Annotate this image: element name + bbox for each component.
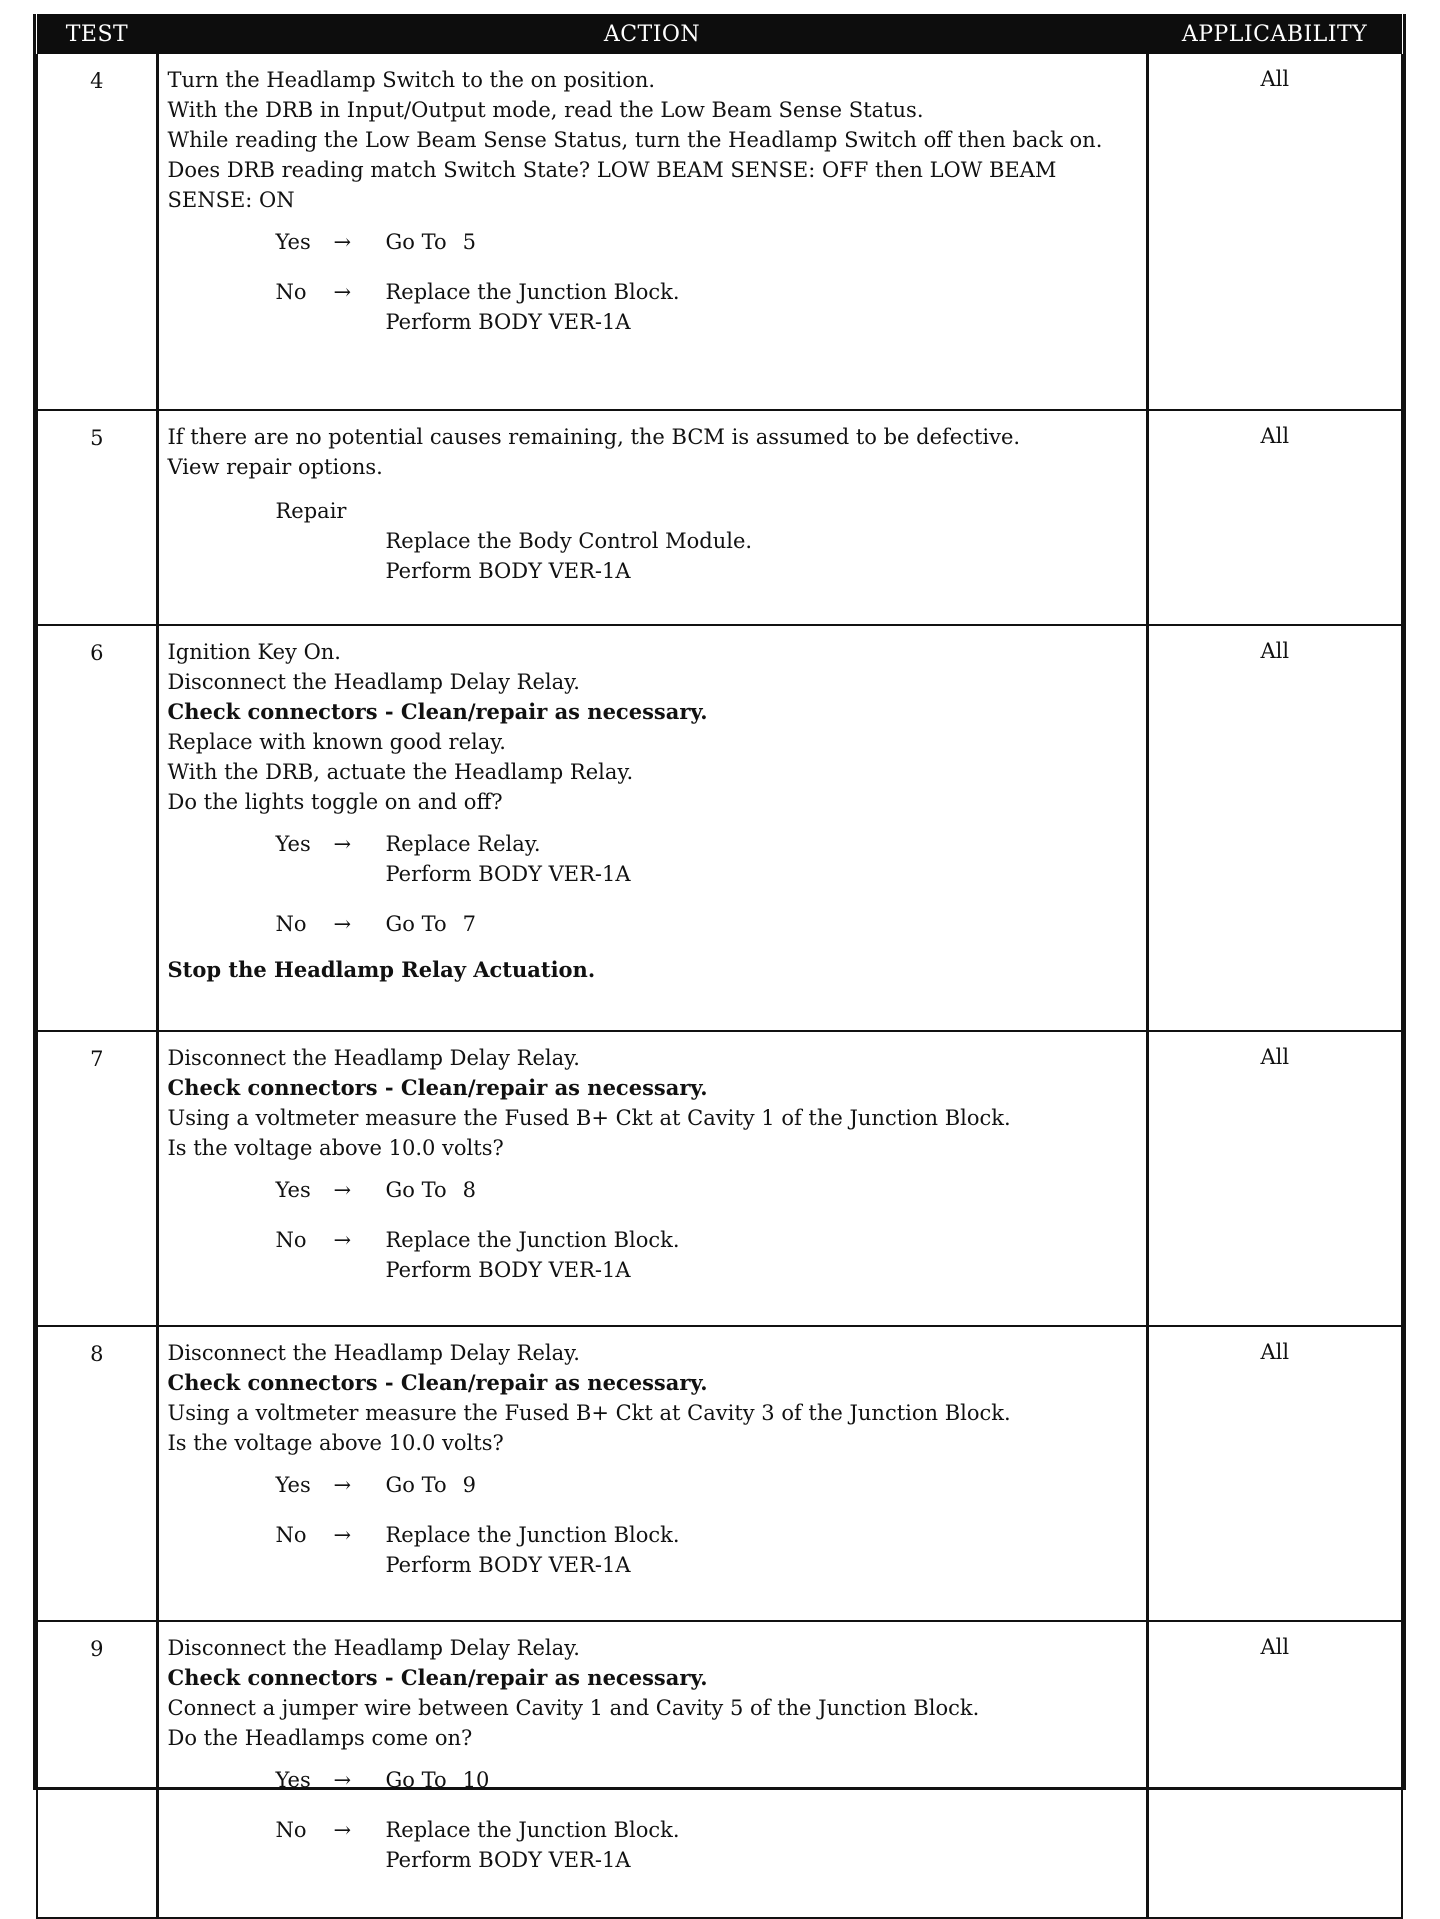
action-line: Do the lights toggle on and off? xyxy=(167,790,503,814)
goto-number: 10 xyxy=(462,1768,490,1792)
repair-block xyxy=(276,496,1140,586)
outcome-result xyxy=(386,909,1140,939)
arrow-icon: → xyxy=(333,832,352,856)
outcome-yes xyxy=(276,1470,1140,1500)
applicability-cell: All xyxy=(1147,1621,1402,1918)
goto-number: 7 xyxy=(462,912,476,936)
applicability-cell: All xyxy=(1147,1031,1402,1326)
outcome-yes xyxy=(276,1175,1140,1205)
outcomes xyxy=(168,1175,1140,1285)
action-line-emphasis: Check connectors - Clean/repair as necessary. xyxy=(167,1370,708,1395)
action-line-emphasis: Check connectors - Clean/repair as necessary. xyxy=(167,699,708,724)
table-row-test-5 xyxy=(37,410,1402,625)
header-applicability: APPLICABILITY xyxy=(1147,14,1402,54)
outcome-result xyxy=(386,1520,1140,1580)
action-line: Is the voltage above 10.0 volts? xyxy=(167,1136,504,1160)
arrow-icon: → xyxy=(333,1228,352,1252)
outcome-result xyxy=(386,829,1140,889)
answer-label: No xyxy=(275,912,307,936)
goto-label: Go To xyxy=(385,1178,447,1202)
answer-label: Yes xyxy=(275,1178,311,1202)
outcomes xyxy=(168,829,1140,939)
applicability-cell: All xyxy=(1147,54,1402,410)
repair-label: Repair xyxy=(275,499,347,523)
trailing-instruction: Stop the Headlamp Relay Actuation. xyxy=(167,957,596,982)
test-number: 5 xyxy=(37,410,157,625)
outcome-result xyxy=(386,1815,1140,1875)
outcome-result xyxy=(386,227,1140,257)
answer-label: Yes xyxy=(275,1768,311,1792)
action-line: Disconnect the Headlamp Delay Relay. xyxy=(167,670,580,694)
goto-label: Go To xyxy=(385,230,447,254)
action-line: Using a voltmeter measure the Fused B+ Ckt at Cavity 1 of the Junction Block. xyxy=(167,1106,1011,1130)
diagnostic-test-sheet xyxy=(33,14,1406,1872)
result-line: Replace the Junction Block. xyxy=(385,1228,680,1252)
table-row-test-9 xyxy=(37,1621,1402,1918)
outcome-result xyxy=(386,1765,1140,1795)
action-line-emphasis: Check connectors - Clean/repair as necessary. xyxy=(167,1075,708,1100)
arrow-icon: → xyxy=(333,1818,352,1842)
header-test: TEST xyxy=(37,14,157,54)
result-line: Perform BODY VER-1A xyxy=(385,1258,631,1282)
action-line: Is the voltage above 10.0 volts? xyxy=(167,1431,504,1455)
action-line: Connect a jumper wire between Cavity 1 and Cavity 5 of the Junction Block. xyxy=(167,1696,980,1720)
action-cell xyxy=(157,54,1147,410)
action-line: View repair options. xyxy=(167,455,383,479)
action-cell xyxy=(157,1326,1147,1621)
table-row-test-7 xyxy=(37,1031,1402,1326)
test-number: 7 xyxy=(37,1031,157,1326)
outcome-no xyxy=(276,1520,1140,1580)
action-line: Disconnect the Headlamp Delay Relay. xyxy=(167,1046,580,1070)
action-line: Ignition Key On. xyxy=(167,640,341,664)
result-line: Replace the Junction Block. xyxy=(385,280,680,304)
action-line: With the DRB, actuate the Headlamp Relay. xyxy=(167,760,634,784)
goto-label: Go To xyxy=(385,1768,447,1792)
goto-number: 8 xyxy=(462,1178,476,1202)
action-line-emphasis: Check connectors - Clean/repair as necessary. xyxy=(167,1665,708,1690)
result-line: Perform BODY VER-1A xyxy=(385,310,631,334)
action-cell xyxy=(157,625,1147,1031)
applicability-cell: All xyxy=(1147,625,1402,1031)
outcomes xyxy=(168,1765,1140,1875)
arrow-icon: → xyxy=(333,1178,352,1202)
answer-label: No xyxy=(275,280,307,304)
outcome-no xyxy=(276,909,1140,939)
outcome-no xyxy=(276,1225,1140,1285)
arrow-icon: → xyxy=(333,912,352,936)
action-line: Turn the Headlamp Switch to the on position. xyxy=(167,68,656,92)
answer-label: Yes xyxy=(275,832,311,856)
goto-label: Go To xyxy=(385,912,447,936)
table-row-test-6 xyxy=(37,625,1402,1031)
applicability-cell: All xyxy=(1147,1326,1402,1621)
header-action: ACTION xyxy=(157,14,1147,54)
outcome-result xyxy=(386,1175,1140,1205)
action-line: With the DRB in Input/Output mode, read the Low Beam Sense Status. xyxy=(167,98,924,122)
table-row-test-4 xyxy=(37,54,1402,410)
repair-step: Perform BODY VER-1A xyxy=(385,559,631,583)
action-line: Does DRB reading match Switch State? LOW BEAM SENSE: OFF then LOW BEAM SENSE: ON xyxy=(167,158,1057,212)
table-header-row xyxy=(37,14,1402,54)
action-line: Disconnect the Headlamp Delay Relay. xyxy=(167,1636,580,1660)
outcomes xyxy=(168,1470,1140,1580)
goto-label: Go To xyxy=(385,1473,447,1497)
answer-label: Yes xyxy=(275,1473,311,1497)
goto-number: 5 xyxy=(462,230,476,254)
result-line: Perform BODY VER-1A xyxy=(385,862,631,886)
arrow-icon: → xyxy=(333,1523,352,1547)
test-number: 8 xyxy=(37,1326,157,1621)
action-cell xyxy=(157,1031,1147,1326)
action-line: Disconnect the Headlamp Delay Relay. xyxy=(167,1341,580,1365)
arrow-icon: → xyxy=(333,1768,352,1792)
test-number: 6 xyxy=(37,625,157,1031)
arrow-icon: → xyxy=(333,1473,352,1497)
answer-label: Yes xyxy=(275,230,311,254)
repair-steps xyxy=(386,526,1140,586)
action-cell xyxy=(157,410,1147,625)
outcome-result xyxy=(386,277,1140,337)
result-line: Replace Relay. xyxy=(385,832,541,856)
result-line: Replace the Junction Block. xyxy=(385,1523,680,1547)
outcome-no xyxy=(276,1815,1140,1875)
outcome-no xyxy=(276,277,1140,337)
diagnostic-test-table xyxy=(36,14,1403,1919)
goto-number: 9 xyxy=(462,1473,476,1497)
action-line: Do the Headlamps come on? xyxy=(167,1726,473,1750)
answer-label: No xyxy=(275,1818,307,1842)
outcome-yes xyxy=(276,1765,1140,1795)
arrow-icon: → xyxy=(333,280,352,304)
answer-label: No xyxy=(275,1523,307,1547)
action-cell xyxy=(157,1621,1147,1918)
action-line: If there are no potential causes remaining, the BCM is assumed to be defective. xyxy=(167,425,1021,449)
result-line: Perform BODY VER-1A xyxy=(385,1848,631,1872)
table-row-test-8 xyxy=(37,1326,1402,1621)
result-line: Perform BODY VER-1A xyxy=(385,1553,631,1577)
answer-label: No xyxy=(275,1228,307,1252)
result-line: Replace the Junction Block. xyxy=(385,1818,680,1842)
test-number: 9 xyxy=(37,1621,157,1918)
test-number: 4 xyxy=(37,54,157,410)
outcome-yes xyxy=(276,829,1140,889)
outcome-result xyxy=(386,1225,1140,1285)
action-line: While reading the Low Beam Sense Status, turn the Headlamp Switch off then back on. xyxy=(167,128,1103,152)
outcomes xyxy=(168,227,1140,337)
applicability-cell: All xyxy=(1147,410,1402,625)
action-line: Using a voltmeter measure the Fused B+ Ckt at Cavity 3 of the Junction Block. xyxy=(167,1401,1011,1425)
outcome-yes xyxy=(276,227,1140,257)
action-line: Replace with known good relay. xyxy=(167,730,506,754)
outcome-result xyxy=(386,1470,1140,1500)
arrow-icon: → xyxy=(333,230,352,254)
repair-step: Replace the Body Control Module. xyxy=(385,529,753,553)
